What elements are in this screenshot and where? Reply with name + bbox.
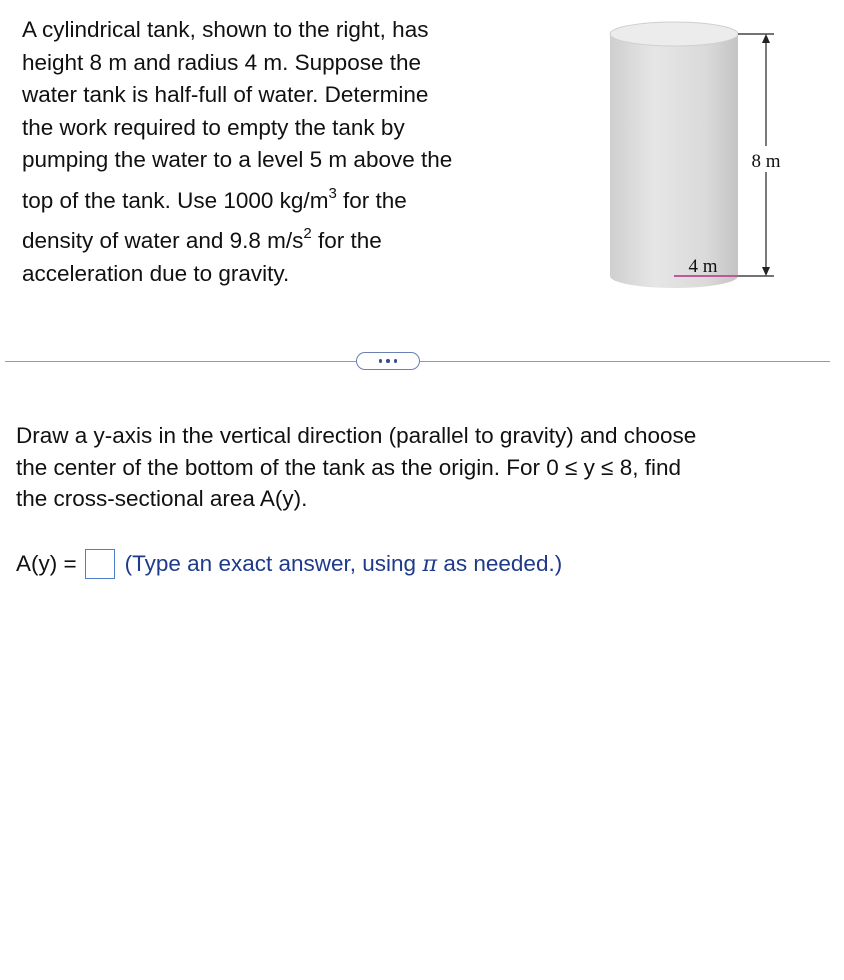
gravity-exponent: 2 — [303, 225, 312, 242]
answer-label: A(y) = — [16, 551, 77, 576]
answer-input[interactable] — [85, 549, 115, 579]
problem-line: pumping the water to a level 5 m above the — [22, 147, 453, 172]
problem-line: the work required to empty the tank by — [22, 114, 405, 140]
dot-icon — [394, 359, 398, 363]
question-line: Draw a y-axis in the vertical direction (parallel to gravity) and choose — [16, 423, 697, 448]
problem-line: acceleration due to gravity. — [22, 260, 290, 286]
arrow-down-icon — [762, 267, 770, 276]
radius-label: 4 m — [688, 256, 718, 277]
cylinder-top — [610, 22, 738, 46]
dot-icon — [379, 359, 383, 363]
hint-text-end: as needed.) — [437, 551, 563, 576]
hint-text: (Type an exact answer, using — [124, 551, 423, 576]
more-options-button[interactable] — [356, 352, 420, 370]
cylinder-tank-figure — [604, 14, 804, 304]
gravity-text: density of water and 9.8 m/s — [22, 228, 304, 253]
gravity-text-end: for the — [311, 228, 382, 253]
height-label: 8 m — [751, 151, 781, 172]
problem-line-gravity — [22, 225, 542, 258]
arrow-up-icon — [762, 34, 770, 43]
question-line: the cross-sectional area A(y). — [16, 486, 308, 511]
density-text-end: for the — [336, 187, 407, 213]
answer-row — [16, 546, 562, 582]
cylinder-body — [610, 34, 738, 288]
density-exponent: 3 — [328, 184, 337, 202]
problem-line: water tank is half-full of water. Determine — [22, 82, 429, 107]
question-line: the center of the bottom of the tank as the origin. For 0 ≤ y ≤ 8, find — [16, 454, 682, 480]
dot-icon — [386, 359, 390, 363]
answer-hint — [125, 551, 563, 577]
problem-line: height 8 m and radius 4 m. Suppose the — [22, 49, 422, 75]
problem-line: A cylindrical tank, shown to the right, has — [22, 17, 429, 42]
problem-statement — [22, 14, 542, 290]
density-text: top of the tank. Use 1000 kg/m — [22, 187, 329, 213]
question-prompt — [16, 420, 826, 515]
problem-line-density — [22, 185, 542, 218]
pi-symbol: π — [422, 551, 438, 577]
